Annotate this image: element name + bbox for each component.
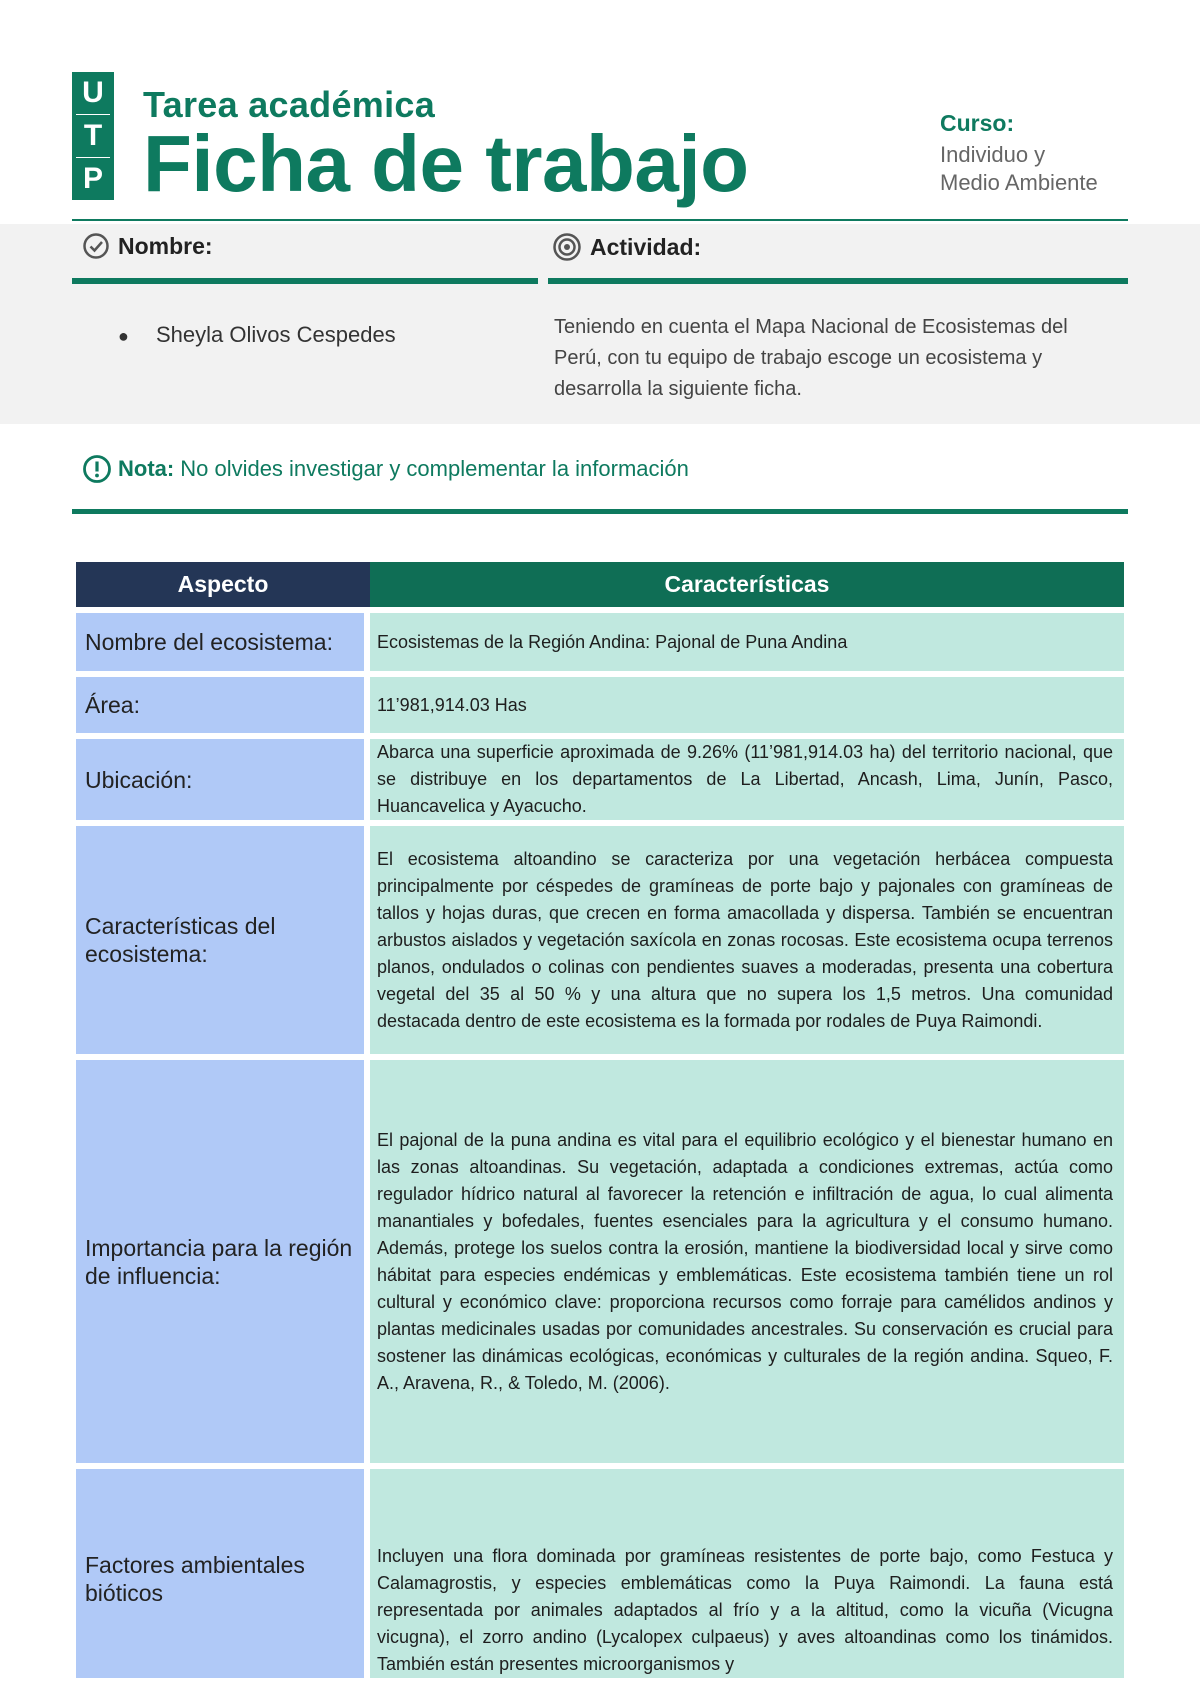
actividad-underline: [548, 278, 1128, 284]
activity-description: Teniendo en cuenta el Mapa Nacional de Ecosistemas del Perú, con tu equipo de trabajo escoge un ecosistema y desarrolla la siguiente ficha.: [554, 316, 1068, 400]
value-cell: Ecosistemas de la Región Andina: Pajonal de Puna Andina: [370, 607, 1124, 671]
nombre-label: Nombre:: [118, 232, 213, 259]
page-subtitle: Tarea académica: [143, 84, 436, 125]
table-row: [76, 1054, 1124, 1463]
value-cell: 11’981,914.03 Has: [370, 671, 1124, 733]
nombre-heading: [82, 232, 213, 260]
bullet-icon: ●: [118, 326, 129, 346]
note-text: No olvides investigar y complementar la información: [180, 456, 689, 481]
check-circle-icon: [82, 232, 110, 260]
student-name: Sheyla Olivos Cespedes: [156, 322, 396, 347]
value-cell: Incluyen una flora dominada por gramíneas resistentes de porte bajo, como Festuca y Calamagrostis, y especies emblemáticas como la Puya Raimondi. La fauna está representada por animales adaptados al frío y a la altitud, como la vicuña (Vicugna vicugna), el zorro andino (Lycalopex culpaeus) y aves altoandinas como los tinámidos. También están presentes microorganismos y: [370, 1463, 1124, 1678]
logo-letter-u: U: [82, 76, 104, 109]
value-cell: Abarca una superficie aproximada de 9.26% (11’981,914.03 ha) del territorio nacional, que se distribuye en los departamentos de La Libertad, Ancash, Lima, Junín, Pasco, Huancavelica y Ayacucho.: [370, 733, 1124, 820]
aspect-cell: Área:: [76, 671, 370, 733]
exclamation-circle-icon: [82, 454, 112, 484]
value-cell: El pajonal de la puna andina es vital para el equilibrio ecológico y el bienestar humano en las zonas altoandinas. Su vegetación, adaptada a condiciones extremas, actúa como regulador hídrico natural al favorecer la retención e infiltración de agua, lo cual alimenta manantiales y bofedales, fuentes esenciales para la agricultura y el consumo humano. Además, protege los suelos contra la erosión, mantiene la biodiversidad local y sirve como hábitat para especies endémicas y emblemáticas. Este ecosistema también tiene un rol cultural y económico clave: proporciona recursos como forraje para camélidos andinos y plantas medicinales usadas por comunidades ancestrales. Su conservación es crucial para sostener las dinámicas ecológicas, económicas y culturales de la región andina. Squeo, F. A., Aravena, R., & Toledo, M. (2006).: [370, 1054, 1124, 1463]
utp-logo: [72, 72, 114, 200]
course-name-line-1: Individuo y: [940, 142, 1046, 167]
header-caracteristicas: Características: [370, 562, 1124, 607]
table-row: [76, 1463, 1124, 1678]
note-label: Nota:: [118, 456, 175, 481]
table-row: [76, 820, 1124, 1054]
aspect-cell: Ubicación:: [76, 733, 370, 820]
actividad-heading: [552, 232, 701, 262]
header-divider: [72, 219, 1128, 221]
ecosystem-table: [76, 562, 1124, 1678]
note: [82, 454, 689, 484]
aspect-cell: Factores ambientales bióticos: [76, 1463, 370, 1678]
logo-letter-p: P: [82, 162, 103, 195]
aspect-cell: Importancia para la región de influencia:: [76, 1054, 370, 1463]
aspect-cell: Nombre del ecosistema:: [76, 607, 370, 671]
table-header-row: [76, 562, 1124, 607]
actividad-label: Actividad:: [590, 233, 702, 260]
table-row: [76, 671, 1124, 733]
course-label: Curso:: [940, 110, 1015, 136]
value-cell: El ecosistema altoandino se caracteriza por una vegetación herbácea compuesta principalmente por céspedes de gramíneas de porte bajo y pajonales con gramíneas de tallos y hojas duras, que crecen en forma amacollada y dispersa. También se encuentran arbustos aislados y vegetación saxícola en zonas rocosas. Este ecosistema ocupa terrenos planos, ondulados o colinas con pendientes suaves a moderadas, presenta una cobertura vegetal del 35 al 50 % y una altura que no supera los 1,5 metros. Una comunidad destacada dentro de este ecosistema es la formada por rodales de Puya Raimondi.: [370, 820, 1124, 1054]
target-icon: [552, 232, 582, 262]
course-block: [940, 110, 1140, 197]
nombre-underline: [72, 278, 538, 284]
page-title: Ficha de trabajo: [143, 119, 749, 208]
logo-letter-t: T: [83, 119, 103, 152]
aspect-cell: Características del ecosistema:: [76, 820, 370, 1054]
note-divider: [72, 509, 1128, 514]
course-name-line-2: Medio Ambiente: [940, 170, 1098, 195]
table-row: [76, 733, 1124, 820]
table-row: [76, 607, 1124, 671]
student-name-item: [118, 322, 396, 348]
header-aspecto: Aspecto: [76, 562, 370, 607]
